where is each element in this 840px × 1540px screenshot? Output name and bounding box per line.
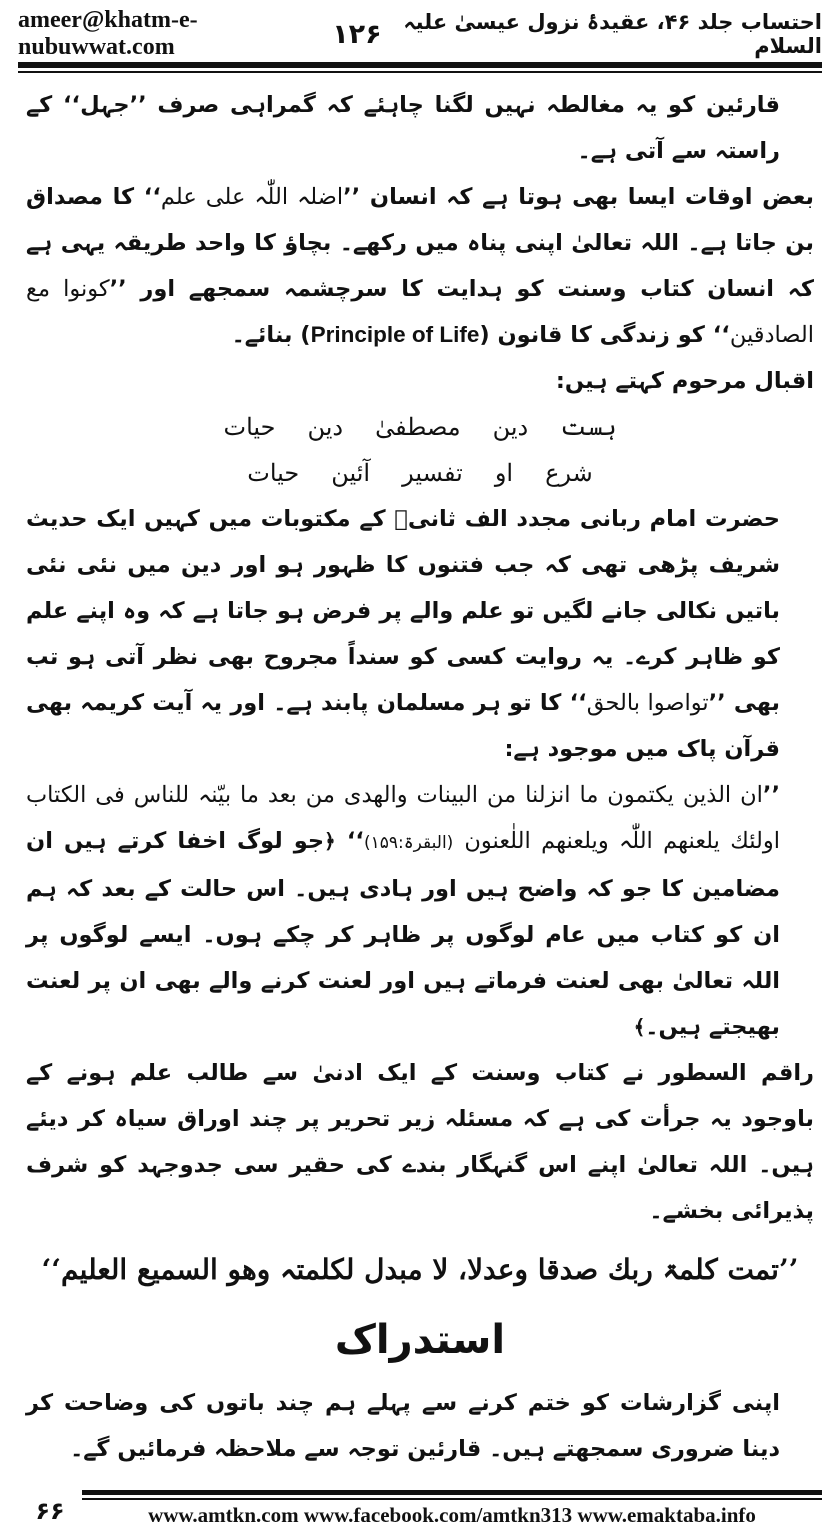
quran-verse <box>26 772 814 1050</box>
page-footer <box>18 1490 822 1532</box>
ayah-reference: (البقرۃ:۱۵۹) <box>363 833 454 853</box>
poem-line-1 <box>26 404 814 450</box>
header-page-number: ۱۲۶ <box>332 18 382 50</box>
paragraph-4-part-a: حضرت امام ربانی مجدد الف ثانیؒ کے مکتوبات میں کہیں ایک حدیث شریف پڑھی تھی کہ جب فتنوں کا ظہور ہو اور دین میں نئی نئی باتیں نکالی جانے لگیں تو علم والے پر فرض ہو جاتا ہے کہ وہ اپنے علم کو ظاہر کرے۔ یہ روایت کسی کو سنداً مجروح بھی نظر آتی ہو تب بھی ’’ <box>26 506 781 716</box>
paragraph-4 <box>26 496 814 772</box>
poem-word: تفسیر <box>402 459 463 487</box>
header-left <box>18 7 382 61</box>
paragraph-2-part-d: ) بنائے۔ <box>231 322 311 348</box>
paragraph-2-part-c: ‘‘ کو زندگی کا قانون ( <box>479 322 730 348</box>
english-phrase: Principle of Life <box>310 322 480 347</box>
poem-word: ہست <box>560 413 617 441</box>
paragraph-5: راقم السطور نے کتاب وسنت کے ایک ادنیٰ سے طالب علم ہونے کے باوجود یہ جرأت کی ہے کہ مسئلہ زیر تحریر پر چند اوراق سیاہ کر دیئے ہیں۔ اللہ تعالیٰ اپنے اس گنہگار بندے کی حقیر سی جدوجہد کو شرف پذیرائی بخشے۔ <box>26 1060 814 1224</box>
footer-rule-thin <box>82 1498 822 1500</box>
footer-right <box>82 1490 822 1532</box>
paragraph-3: اقبال مرحوم کہتے ہیں: <box>555 368 814 394</box>
footer-rule-thick <box>82 1490 822 1495</box>
poem <box>26 404 814 496</box>
header-book-title: احتساب جلد ۴۶، عقیدۂ نزول عیسیٰ علیہ السلام <box>403 10 822 58</box>
poem-word: مصطفیٰ <box>375 413 461 441</box>
paragraph-2-part-b: ‘‘ کا مصداق بن جاتا ہے۔ اللہ تعالیٰ اپنی پناہ میں رکھے۔ بچاؤ کا واحد طریقہ یہی ہے کہ انسان کتاب وسنت کو ہدایت کا سرچشمہ سمجھے اور ’’ <box>26 184 814 302</box>
footer-page-number: ۶۶ <box>35 1497 65 1525</box>
poem-word: دین <box>492 413 529 441</box>
page-body <box>26 82 814 1472</box>
footer-links[interactable]: www.amtkn.com www.facebook.com/amtkn313 www.emaktaba.info <box>148 1503 756 1527</box>
page-header <box>18 7 822 60</box>
paragraph-1: قارئین کو یہ مغالطہ نہیں لگنا چاہئے کہ گمراہی صرف ’’جہل‘‘ کے راستہ سے آتی ہے۔ <box>26 92 780 164</box>
ayah-open-quote: ’’ <box>762 782 780 808</box>
poem-word: او <box>494 459 514 487</box>
poem-word: دین <box>307 413 344 441</box>
header-rule-thick <box>18 62 822 68</box>
poem-line-2 <box>26 450 814 496</box>
verse-translation: جو لوگ اخفا کرتے ہیں ان مضامین کا جو کہ واضح ہیں اور ہادی ہیں۔ اس حالت کے بعد کہ ہم ان کو کتاب میں عام لوگوں پر ظاہر کر چکے ہوں۔ ایسے لوگوں پر اللہ تعالیٰ بھی لعنت فرماتے ہیں اور لعنت کرنے والے بھی ان پر لعنت بھیجتے ہیں۔ <box>26 828 780 1040</box>
poem-word: حیات <box>247 459 300 487</box>
paragraph-2 <box>26 174 814 358</box>
arabic-phrase-3: تواصوا بالحق <box>586 690 709 716</box>
arabic-phrase-2: کونوا مع الصادقین <box>26 276 814 348</box>
section-heading: استدراک <box>334 1317 506 1363</box>
ornament-open-icon: ﴿ <box>324 829 336 853</box>
arabic-phrase-1: اضلہ اللّٰہ علی علم <box>160 184 344 210</box>
ayah-close-quote: ‘‘ <box>346 828 364 854</box>
header-rule-thin <box>18 71 822 73</box>
poem-word: حیات <box>223 413 276 441</box>
ornament-close-icon: ﴾ <box>633 1015 646 1039</box>
paragraph-4-part-b: ‘‘ کا تو ہر مسلمان پابند ہے۔ اور یہ آیت کریمہ بھی قرآن پاک میں موجود ہے: <box>26 690 780 762</box>
paragraph-2-part-a: بعض اوقات ایسا بھی ہوتا ہے کہ انسان ’’ <box>343 184 814 210</box>
poem-word: شرع <box>545 459 593 487</box>
closing-quote: ’’تمت کلمۃ ربك صدقا وعدلا، لا مبدل لکلمتہ وھو السمیع العلیم‘‘ <box>41 1253 799 1286</box>
paragraph-6: اپنی گزارشات کو ختم کرنے سے پہلے ہم چند باتوں کی وضاحت کر دینا ضروری سمجھتے ہیں۔ قارئین توجہ سے ملاحظہ فرمائیں گے۔ <box>26 1390 780 1462</box>
ayah-text: ان الذین یکتمون ما انزلنا من البینات والھدی من بعد ما بیّنہ للناس فی الکتاب اولئك یلعنھم اللّٰہ ویلعنھم اللٰعنون <box>26 782 780 854</box>
poem-word: آئین <box>331 459 371 487</box>
header-email[interactable]: ameer@khatm-e-nubuwwat.com <box>18 7 198 60</box>
